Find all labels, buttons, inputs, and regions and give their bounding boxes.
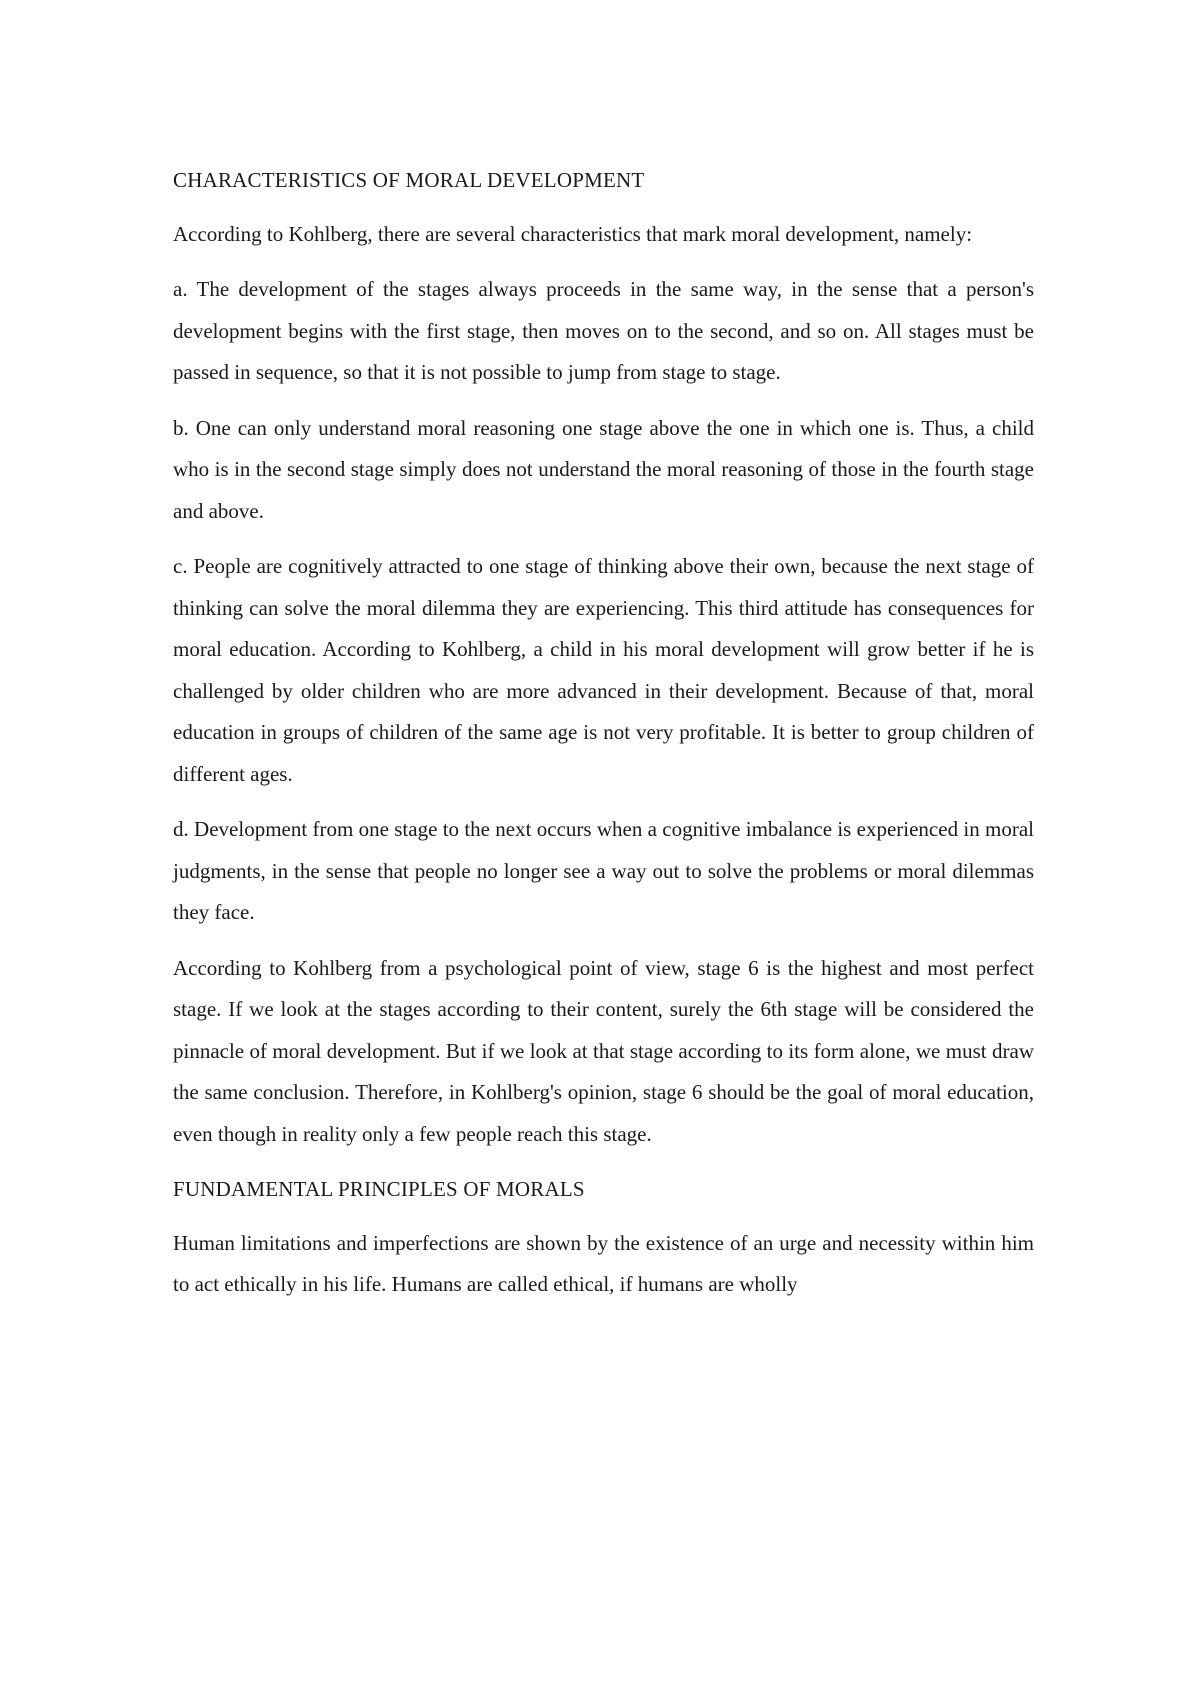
list-item-d: d. Development from one stage to the next occurs when a cognitive imbalance is experienced in moral judgments, in the sense that people no longer see a way out to solve the problems or moral dilemmas they face. <box>173 817 1034 924</box>
conclusion-paragraph: According to Kohlberg from a psychological point of view, stage 6 is the highest and most perfect stage. If we look at the stages according to their content, surely the 6th stage will be considered the pinnacle of moral development. But if we look at that stage according to its form alone, we must draw the same conclusion. Therefore, in Kohlberg's opinion, stage 6 should be the goal of moral education, even though in reality only a few people reach this stage. <box>173 955 1034 1146</box>
list-item-b: b. One can only understand moral reasoning one stage above the one in which one is. Thus, a child who is in the second stage simply does not understand the moral reasoning of those in the fourth stage and above. <box>173 415 1034 523</box>
intro-paragraph: According to Kohlberg, there are several characteristics that mark moral development, namely: <box>173 221 973 246</box>
section-heading-principles: FUNDAMENTAL PRINCIPLES OF MORALS <box>173 1177 585 1201</box>
list-item-c: c. People are cognitively attracted to one stage of thinking above their own, because the next stage of thinking can solve the moral dilemma they are experiencing. This third attitude has consequences for moral education. According to Kohlberg, a child in his moral development will grow better if he is challenged by older children who are more advanced in their development. Because of that, moral education in groups of children of the same age is not very profitable. It is better to group children of different ages. <box>173 554 1034 786</box>
document-page <box>173 160 1034 1320</box>
list-item-a: a. The development of the stages always proceeds in the same way, in the sense that a person's development begins with the first stage, then moves on to the second, and so on. All stages must be passed in sequence, so that it is not possible to jump from stage to stage. <box>173 277 1034 384</box>
section-heading-characteristics: CHARACTERISTICS OF MORAL DEVELOPMENT <box>173 168 645 192</box>
principles-paragraph: Human limitations and imperfections are shown by the existence of an urge and necessity within him to act ethically in his life. Humans are called ethical, if humans are wholly <box>173 1230 1034 1296</box>
